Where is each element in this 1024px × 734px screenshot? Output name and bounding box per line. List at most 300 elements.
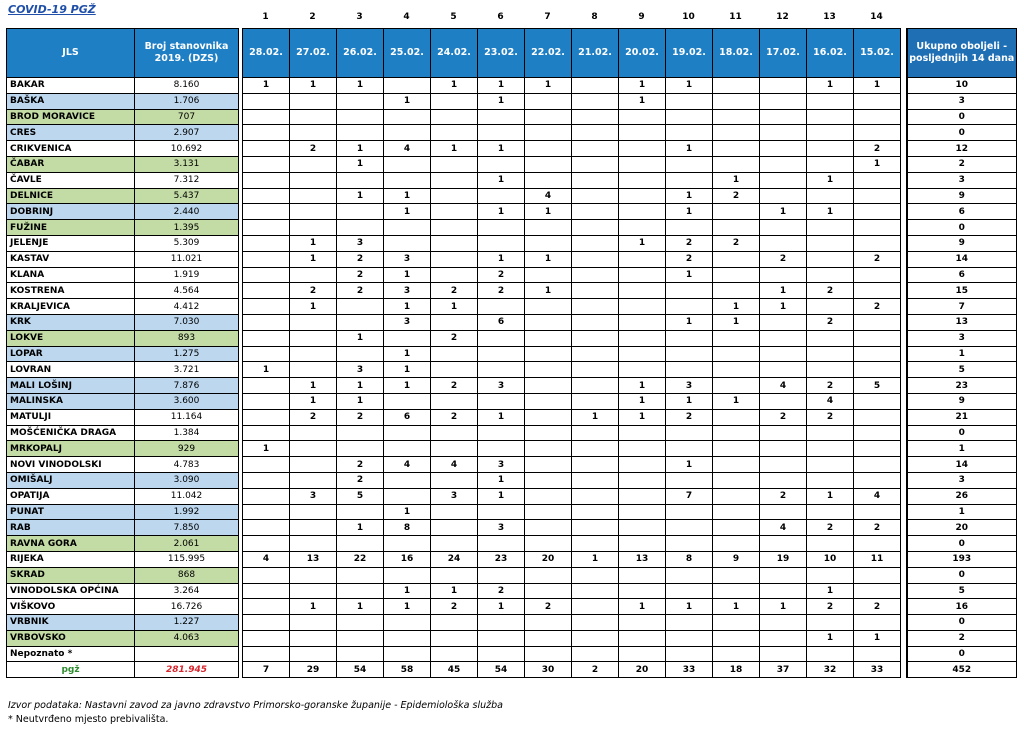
municipality-name: MATULJI (7, 409, 135, 425)
case-count-cell (525, 520, 572, 536)
case-count-cell: 2 (713, 235, 760, 251)
municipality-name: RAB (7, 520, 135, 536)
case-count-cell (243, 188, 290, 204)
case-count-cell: 1 (666, 188, 713, 204)
case-count-cell (854, 267, 901, 283)
header-date: 15.02. (854, 29, 901, 78)
case-count-cell (384, 125, 431, 141)
case-count-cell: 1 (337, 599, 384, 615)
case-count-cell: 3 (478, 457, 525, 473)
case-count-cell (243, 283, 290, 299)
municipality-name: ČAVLE (7, 172, 135, 188)
case-count-cell (619, 172, 666, 188)
case-count-cell (478, 615, 525, 631)
case-count-cell (572, 441, 619, 457)
population-cell: 3.090 (135, 472, 239, 488)
case-count-cell (478, 156, 525, 172)
case-count-cell (619, 488, 666, 504)
case-count-cell (290, 109, 337, 125)
case-count-cell (290, 220, 337, 236)
row-total-cell: 0 (907, 220, 1017, 236)
case-count-cell (243, 488, 290, 504)
case-count-cell (713, 630, 760, 646)
municipality-name: BAŠKA (7, 93, 135, 109)
case-count-cell (619, 425, 666, 441)
header-date: 21.02. (572, 29, 619, 78)
case-count-cell (243, 141, 290, 157)
table-row (7, 299, 1017, 315)
footer-source: Izvor podataka: Nastavni zavod za javno zdravstvo Primorsko-goranske županije - Epidemiološka služba (8, 700, 503, 711)
column-number: 6 (497, 12, 504, 22)
case-count-cell (760, 188, 807, 204)
case-count-cell (807, 536, 854, 552)
covid-table (6, 28, 1017, 678)
case-count-cell: 1 (666, 457, 713, 473)
case-count-cell (384, 488, 431, 504)
case-count-cell (431, 220, 478, 236)
daily-sum-cell: 2 (572, 662, 619, 678)
municipality-name: MOŠĆENIČKA DRAGA (7, 425, 135, 441)
case-count-cell (572, 109, 619, 125)
case-count-cell (572, 93, 619, 109)
case-count-cell (666, 646, 713, 662)
case-count-cell (713, 141, 760, 157)
population-cell: 893 (135, 330, 239, 346)
case-count-cell (807, 567, 854, 583)
case-count-cell (525, 536, 572, 552)
case-count-cell (807, 93, 854, 109)
case-count-cell (243, 409, 290, 425)
case-count-cell (854, 646, 901, 662)
column-number: 14 (870, 12, 883, 22)
case-count-cell: 1 (760, 299, 807, 315)
column-number: 4 (403, 12, 410, 22)
case-count-cell (807, 441, 854, 457)
population-cell: 1.275 (135, 346, 239, 362)
case-count-cell (525, 425, 572, 441)
case-count-cell: 4 (384, 141, 431, 157)
case-count-cell: 8 (384, 520, 431, 536)
case-count-cell (713, 125, 760, 141)
case-count-cell (854, 283, 901, 299)
case-count-cell: 13 (619, 551, 666, 567)
case-count-cell (572, 141, 619, 157)
case-count-cell (619, 156, 666, 172)
case-count-cell (572, 220, 619, 236)
case-count-cell (431, 235, 478, 251)
case-count-cell (713, 409, 760, 425)
population-cell: 1.395 (135, 220, 239, 236)
case-count-cell (384, 78, 431, 94)
case-count-cell (619, 583, 666, 599)
municipality-name: BAKAR (7, 78, 135, 94)
case-count-cell (290, 615, 337, 631)
row-total-cell: 13 (907, 314, 1017, 330)
footer (8, 699, 503, 727)
municipality-name: DOBRINJ (7, 204, 135, 220)
header-date: 26.02. (337, 29, 384, 78)
table-row (7, 567, 1017, 583)
row-total-cell: 1 (907, 504, 1017, 520)
case-count-cell: 1 (760, 283, 807, 299)
case-count-cell: 2 (290, 409, 337, 425)
table-row (7, 346, 1017, 362)
case-count-cell (572, 299, 619, 315)
table-row (7, 109, 1017, 125)
case-count-cell: 1 (431, 583, 478, 599)
case-count-cell (431, 314, 478, 330)
case-count-cell: 1 (713, 299, 760, 315)
case-count-cell: 2 (431, 330, 478, 346)
case-count-cell (619, 267, 666, 283)
case-count-cell (572, 251, 619, 267)
case-count-cell (384, 441, 431, 457)
case-count-cell (713, 457, 760, 473)
case-count-cell: 2 (478, 583, 525, 599)
case-count-cell (431, 520, 478, 536)
case-count-cell (713, 472, 760, 488)
case-count-cell (384, 615, 431, 631)
municipality-name: SKRAD (7, 567, 135, 583)
case-count-cell (713, 204, 760, 220)
table-row (7, 188, 1017, 204)
case-count-cell (243, 93, 290, 109)
case-count-cell (854, 615, 901, 631)
case-count-cell (619, 362, 666, 378)
case-count-cell: 1 (619, 235, 666, 251)
case-count-cell (760, 441, 807, 457)
header-date: 25.02. (384, 29, 431, 78)
case-count-cell (854, 125, 901, 141)
case-count-cell (760, 567, 807, 583)
case-count-cell (760, 615, 807, 631)
column-number: 3 (356, 12, 363, 22)
population-cell: 3.600 (135, 393, 239, 409)
case-count-cell: 1 (337, 520, 384, 536)
case-count-cell (290, 346, 337, 362)
case-count-cell (854, 220, 901, 236)
case-count-cell (572, 346, 619, 362)
row-total-cell: 5 (907, 583, 1017, 599)
case-count-cell (525, 267, 572, 283)
case-count-cell: 5 (854, 378, 901, 394)
case-count-cell: 1 (337, 78, 384, 94)
case-count-cell: 1 (431, 299, 478, 315)
municipality-name: VIŠKOVO (7, 599, 135, 615)
daily-sum-cell: 32 (807, 662, 854, 678)
case-count-cell (619, 457, 666, 473)
case-count-cell (854, 457, 901, 473)
population-cell: 5.309 (135, 235, 239, 251)
case-count-cell (713, 441, 760, 457)
municipality-name: VINODOLSKA OPĆINA (7, 583, 135, 599)
case-count-cell (854, 393, 901, 409)
case-count-cell: 3 (384, 283, 431, 299)
row-total-cell: 6 (907, 267, 1017, 283)
population-cell: 3.131 (135, 156, 239, 172)
case-count-cell (854, 330, 901, 346)
case-count-cell: 1 (384, 204, 431, 220)
case-count-cell (290, 567, 337, 583)
case-count-cell: 19 (760, 551, 807, 567)
case-count-cell (713, 283, 760, 299)
case-count-cell (337, 172, 384, 188)
case-count-cell (760, 172, 807, 188)
case-count-cell: 4 (760, 378, 807, 394)
case-count-cell (337, 630, 384, 646)
case-count-cell (243, 330, 290, 346)
case-count-cell (525, 362, 572, 378)
case-count-cell (243, 599, 290, 615)
table-row (7, 520, 1017, 536)
case-count-cell (854, 567, 901, 583)
row-total-cell: 16 (907, 599, 1017, 615)
case-count-cell (290, 314, 337, 330)
case-count-cell (478, 220, 525, 236)
population-cell: 8.160 (135, 78, 239, 94)
case-count-cell: 2 (760, 488, 807, 504)
case-count-cell (666, 346, 713, 362)
case-count-cell: 2 (807, 283, 854, 299)
case-count-cell: 1 (384, 93, 431, 109)
column-number: 7 (544, 12, 551, 22)
table-row (7, 330, 1017, 346)
daily-sum-cell: 45 (431, 662, 478, 678)
case-count-cell (384, 630, 431, 646)
case-count-cell (854, 235, 901, 251)
case-count-cell: 1 (619, 409, 666, 425)
case-count-cell (478, 235, 525, 251)
case-count-cell (666, 441, 713, 457)
case-count-cell (337, 125, 384, 141)
row-total-cell: 193 (907, 551, 1017, 567)
case-count-cell (431, 267, 478, 283)
case-count-cell (666, 504, 713, 520)
municipality-name: KRK (7, 314, 135, 330)
case-count-cell (525, 393, 572, 409)
daily-sum-cell: 54 (478, 662, 525, 678)
case-count-cell: 1 (478, 204, 525, 220)
case-count-cell (290, 362, 337, 378)
case-count-cell: 1 (243, 362, 290, 378)
case-count-cell: 1 (384, 583, 431, 599)
case-count-cell (384, 156, 431, 172)
table-row (7, 125, 1017, 141)
case-count-cell: 1 (478, 172, 525, 188)
population-cell: 115.995 (135, 551, 239, 567)
case-count-cell (854, 441, 901, 457)
population-cell: 1.227 (135, 615, 239, 631)
header-date: 17.02. (760, 29, 807, 78)
municipality-name: OPATIJA (7, 488, 135, 504)
case-count-cell: 1 (760, 204, 807, 220)
case-count-cell (290, 425, 337, 441)
daily-sum-cell: 58 (384, 662, 431, 678)
case-count-cell (760, 425, 807, 441)
case-count-cell (854, 204, 901, 220)
case-count-cell: 1 (290, 599, 337, 615)
case-count-cell (290, 457, 337, 473)
case-count-cell (572, 267, 619, 283)
case-count-cell (807, 504, 854, 520)
case-count-cell: 6 (478, 314, 525, 330)
table-row (7, 599, 1017, 615)
population-cell: 11.042 (135, 488, 239, 504)
case-count-cell: 1 (290, 393, 337, 409)
case-count-cell (337, 314, 384, 330)
population-cell: 7.876 (135, 378, 239, 394)
case-count-cell (478, 393, 525, 409)
case-count-cell (572, 599, 619, 615)
header-population: Broj stanovnika 2019. (DZS) (135, 29, 239, 78)
case-count-cell: 1 (337, 156, 384, 172)
case-count-cell (807, 141, 854, 157)
case-count-cell (760, 504, 807, 520)
case-count-cell (431, 188, 478, 204)
case-count-cell: 2 (290, 283, 337, 299)
case-count-cell: 20 (525, 551, 572, 567)
case-count-cell (337, 536, 384, 552)
case-count-cell (854, 472, 901, 488)
case-count-cell: 4 (384, 457, 431, 473)
column-number: 2 (309, 12, 316, 22)
case-count-cell (572, 393, 619, 409)
case-count-cell: 4 (243, 551, 290, 567)
case-count-cell (525, 93, 572, 109)
case-count-cell: 1 (666, 141, 713, 157)
case-count-cell: 1 (572, 551, 619, 567)
case-count-cell (807, 299, 854, 315)
case-count-cell (760, 220, 807, 236)
case-count-cell: 3 (337, 235, 384, 251)
case-count-cell (807, 251, 854, 267)
case-count-cell: 2 (807, 314, 854, 330)
case-count-cell (760, 472, 807, 488)
municipality-name: BROD MORAVICE (7, 109, 135, 125)
case-count-cell (290, 630, 337, 646)
daily-sum-cell: 29 (290, 662, 337, 678)
case-count-cell (619, 630, 666, 646)
row-total-cell: 0 (907, 125, 1017, 141)
case-count-cell (619, 283, 666, 299)
case-count-cell (243, 630, 290, 646)
grand-total-cell: 452 (907, 662, 1017, 678)
case-count-cell (525, 299, 572, 315)
case-count-cell (337, 93, 384, 109)
case-count-cell: 1 (384, 599, 431, 615)
case-count-cell: 2 (854, 299, 901, 315)
row-total-cell: 3 (907, 472, 1017, 488)
case-count-cell (666, 283, 713, 299)
case-count-cell: 2 (666, 409, 713, 425)
case-count-cell: 1 (384, 378, 431, 394)
case-count-cell (713, 646, 760, 662)
case-count-cell (384, 235, 431, 251)
case-count-cell: 1 (760, 599, 807, 615)
case-count-cell (572, 567, 619, 583)
case-count-cell (290, 472, 337, 488)
population-cell: 3.264 (135, 583, 239, 599)
case-count-cell: 2 (807, 599, 854, 615)
column-number: 1 (262, 12, 269, 22)
case-count-cell: 3 (478, 378, 525, 394)
case-count-cell: 2 (854, 520, 901, 536)
case-count-cell (525, 567, 572, 583)
population-cell: 929 (135, 441, 239, 457)
case-count-cell (290, 93, 337, 109)
case-count-cell: 2 (290, 141, 337, 157)
case-count-cell (619, 220, 666, 236)
case-count-cell (384, 172, 431, 188)
case-count-cell: 1 (243, 441, 290, 457)
municipality-name: NOVI VINODOLSKI (7, 457, 135, 473)
case-count-cell (572, 156, 619, 172)
table-row (7, 283, 1017, 299)
case-count-cell (807, 615, 854, 631)
table-row (7, 425, 1017, 441)
case-count-cell: 1 (666, 78, 713, 94)
case-count-cell: 1 (431, 78, 478, 94)
case-count-cell: 2 (760, 409, 807, 425)
case-count-cell (478, 504, 525, 520)
case-count-cell (243, 536, 290, 552)
case-count-cell: 1 (478, 141, 525, 157)
row-total-cell: 26 (907, 488, 1017, 504)
case-count-cell: 1 (572, 409, 619, 425)
case-count-cell (525, 172, 572, 188)
case-count-cell: 2 (666, 235, 713, 251)
row-total-cell: 1 (907, 346, 1017, 362)
column-number: 12 (776, 12, 789, 22)
case-count-cell (666, 109, 713, 125)
case-count-cell (666, 615, 713, 631)
case-count-cell (619, 346, 666, 362)
case-count-cell: 1 (384, 362, 431, 378)
case-count-cell: 1 (854, 156, 901, 172)
case-count-cell (478, 125, 525, 141)
row-total-cell: 1 (907, 441, 1017, 457)
case-count-cell: 2 (337, 457, 384, 473)
row-total-cell: 2 (907, 156, 1017, 172)
case-count-cell: 2 (854, 141, 901, 157)
case-count-cell (572, 125, 619, 141)
case-count-cell: 1 (525, 251, 572, 267)
case-count-cell: 1 (478, 472, 525, 488)
row-total-cell: 9 (907, 188, 1017, 204)
case-count-cell: 2 (337, 267, 384, 283)
case-count-cell (713, 109, 760, 125)
case-count-cell (572, 457, 619, 473)
case-count-cell (525, 235, 572, 251)
case-count-cell (478, 425, 525, 441)
daily-sum-cell: 37 (760, 662, 807, 678)
case-count-cell (713, 425, 760, 441)
case-count-cell (572, 630, 619, 646)
case-count-cell: 1 (854, 78, 901, 94)
case-count-cell: 2 (854, 599, 901, 615)
case-count-cell: 6 (384, 409, 431, 425)
row-total-cell: 5 (907, 362, 1017, 378)
row-total-cell: 14 (907, 251, 1017, 267)
population-cell: 2.440 (135, 204, 239, 220)
case-count-cell (807, 220, 854, 236)
table-row (7, 204, 1017, 220)
population-cell: 7.030 (135, 314, 239, 330)
case-count-cell (760, 235, 807, 251)
case-count-cell (431, 567, 478, 583)
population-cell: 16.726 (135, 599, 239, 615)
case-count-cell (431, 504, 478, 520)
